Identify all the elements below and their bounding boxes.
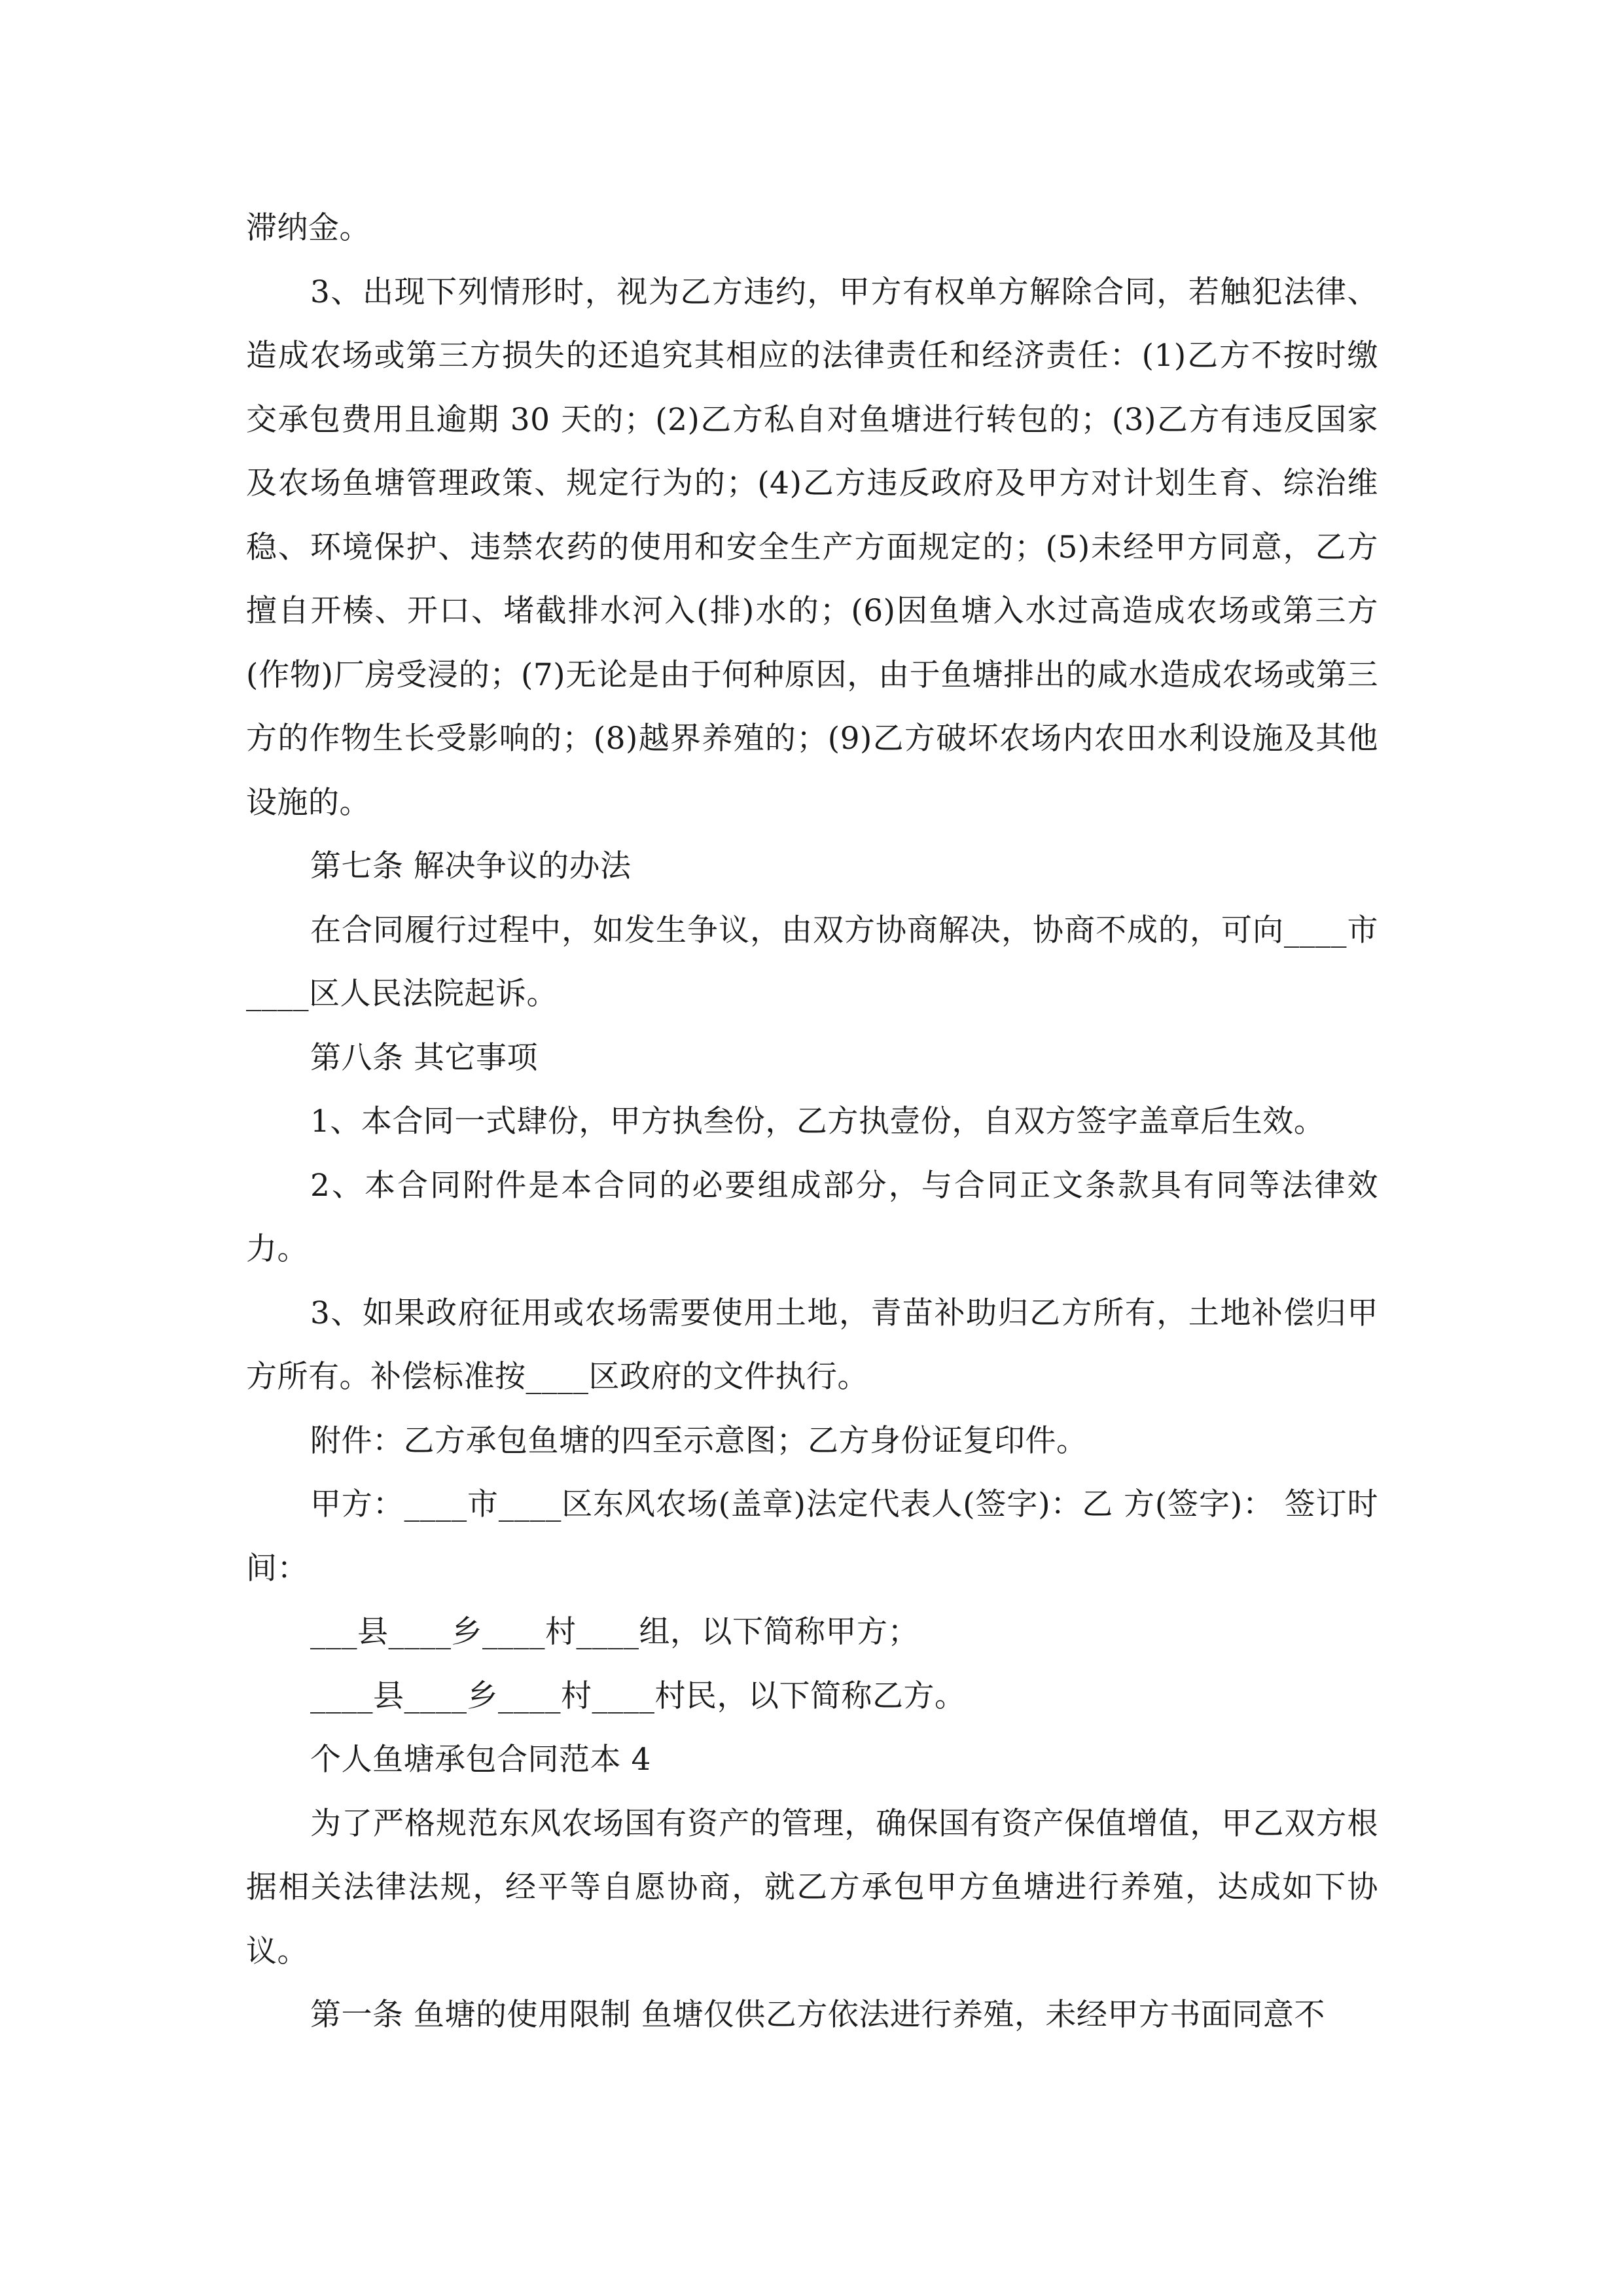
party-a-address: ___县____乡____村____组，以下简称甲方； — [310, 1614, 919, 1650]
paragraph-article-1: 第一条 鱼塘的使用限制 鱼塘仅供乙方依法进行养殖，未经甲方书面同意不 — [310, 1997, 1325, 2033]
paragraph-breach-clauses: 3、出现下列情形时，视为乙方违约，甲方有权单方解除合同，若触犯法律、造成农场或第三方损失的还追究其相应的法律责任和经济责任：(1)乙方不按时缴交承包费用且逾期 30 天的；(2)乙方私自对鱼塘进行转包的；(3)乙方有违反国家及农场鱼塘管理政策、规定行为的；(4)乙方违反政府及甲方对计划生育、综治维稳、环境保护、违禁农药的使用和安全生产方面规定的；(5)未经甲方同意，乙方擅自开楱、开口、堵截排水河入(排)水的；(6)因鱼塘入水过高造成农场或第三方(作物)厂房受浸的；(7)无论是由于何种原因，由于鱼塘排出的咸水造成农场或第三方的作物生长受影响的；(8)越界养殖的；(9)乙方破坏农场内农田水利设施及其他设施的。 — [246, 274, 1378, 821]
paragraph-land-compensation: 3、如果政府征用或农场需要使用土地，青苗补助归乙方所有，土地补偿归甲方所有。补偿标准按____区政府的文件执行。 — [246, 1295, 1378, 1395]
paragraph-copies: 1、本合同一式肆份，甲方执叁份，乙方执壹份，自双方签字盖章后生效。 — [310, 1103, 1325, 1139]
signature-line: 甲方：____市____区东风农场(盖章)法定代表人(签字)：乙 方(签字)： 签订时间： — [246, 1486, 1378, 1587]
section-title-template-4: 个人鱼塘承包合同范本 4 — [310, 1742, 651, 1778]
party-b-address: ____县____乡____村____村民，以下简称乙方。 — [310, 1677, 966, 1714]
paragraph-dispute-resolution: 在合同履行过程中，如发生争议，由双方协商解决，协商不成的，可向____市____区人民法院起诉。 — [246, 912, 1378, 1012]
paragraph-attachments-validity: 2、本合同附件是本合同的必要组成部分，与合同正文条款具有同等法律效力。 — [246, 1167, 1378, 1267]
heading-article-8: 第八条 其它事项 — [310, 1039, 538, 1076]
paragraph-attachments: 附件：乙方承包鱼塘的四至示意图；乙方身份证复印件。 — [310, 1422, 1088, 1459]
paragraph-continuation: 滞纳金。 — [246, 210, 370, 246]
heading-article-7: 第七条 解决争议的办法 — [310, 848, 632, 884]
paragraph-preamble: 为了严格规范东风农场国有资产的管理，确保国有资产保值增值，甲乙双方根据相关法律法规，经平等自愿协商，就乙方承包甲方鱼塘进行养殖，达成如下协议。 — [246, 1805, 1378, 1969]
document-body — [246, 196, 1378, 2047]
